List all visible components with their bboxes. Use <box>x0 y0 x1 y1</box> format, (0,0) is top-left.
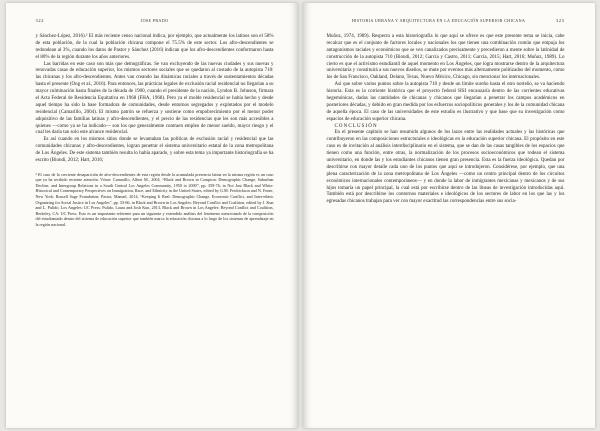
right-page <box>303 3 595 428</box>
footnote: ² El caso de la creciente desaparición de afro-descendientes de esta región desde la acumulada presencia latina en la misma región es un caso que ya ha recibido reciente atención. Véase: Camarillo, Albert M., 2004, “Black and Brown in Compton: Demographic Change, Suburban Decline, and Intergroup Relations in a South Central Los Angeles Community, 1950 to 2000”, pp. 358-76, in Not Just Black and White: Historical and Contemporary Perspectives on Immigration, Race, and Ethnicity in the United States, edited by G.M. Fredrickson and N. Foner, New York: Russell Sage Foundation; Pastor, Manuel, 2014, “Keeping It Real: Demographic Change, Economic Conflict, and Inter-ethnic Organizing for Social Justice in Los Angeles”, pp. 33-66, in Black and Brown in Los Angeles: Beyond Conflict and Coalition, edited by J. Kun and L. Pulido, Los Angeles: UC Press; Pulido, Laura and Josh Kun, 2013, Black and Brown in Los Angeles: Beyond Conflict and Coalition, Berkeley, CA: UC Press. Esto es un importante referente para un siguiente y extendido análisis del fenómeno mencionado de la composición del estudiantado dentro del sistema de educación superior que también marca la educación chicana a lo largo de los sistemas de aprendizaje en la región nacional. <box>35 171 274 227</box>
page-number-left: 322 <box>35 18 45 23</box>
body-paragraph: y Sánchez-López, 2016).² El más reciente censo nacional indica, por ejemplo, que actualmente los latinos son el 58% de esta población, de la cual la población chicana compone el 75.5% de este sector. Los afro-descendientes se redondean al 3%, cuando los datos de Pastor y Sánchez (2016) indican que los afro-descendientes conformaron hasta el 80% de la región durante los años anteriores. <box>35 34 274 60</box>
left-page-header <box>36 18 274 26</box>
body-paragraph: Muñoz, 1974, 1989). Respecto a esta historiografía lo que aquí se ofrece es que este presente tema se inicia, cabe recalcar que es el conjunto de factores locales y nacionales los que tienen una combinación común que empuja los antagonismos raciales y económicos que se ven canalizados precisamente y precedieron a mente sobre la latinidad de construcción de la autopista 710 (Biondi, 2012; García y Castro, 2011; García, 2015; Hart, 2016; Muñoz, 1989). Lo cierto es que el activismo estudiantil de aquel momento en Los Ángeles, que logra mostrarse dentro de la arquitectura universitaria y constituirá a sus nuevos diseños, se mute por eventos más alternamente politizados del momento, como los de San Francisco, Oakland, Delano, Texas, Nuevo México, Chicago, sin mencionar los internacionales. <box>326 34 565 81</box>
body-paragraph: Las barridas en este caso son más que demográficas. Se van excluyendo de las nuevas ciudades y sus nuevas y renovadas casas de educación superior, los mismos sectores sociales que se quedaron al costado de la autopista 710: las chicanas y los afro-descendientes. Antes van creando las dinámicas raciales a través de sustentamientos décadas hasta el presente (Ong et al., 2016). Para entonces, las prácticas legales de exclusión racial residencial no llegarían a su mayor culminación hasta finales de la década de 1900, cuando el presidente de la nación, Lyndon B. Johnson, firmara el Acta Federal de Residencia Equitativa en 1968 (FHA, 1968). Pero ya el molde residencial se había hecho y desde aquel tiempo ha sido la base formadora de comunidades, desde entornos segregados y explotados por el modelo residencial (Camarillo, 2004). El mismo patrón se refuerza y sostiene como empobrecimiento por el menor poder adquisitivo de las familias latinas y afro-descendientes, y el precio de las residencias que les son más accesibles a quienes —como ya se ha indicado— son los que generalmente contraen empleo de menor sueldo, mayor riesgo y el cual les daría tan solo este alcance residencial. <box>35 61 274 136</box>
section-heading-conclusion: CONCLUSIÓN <box>334 123 378 129</box>
body-paragraph: Así que sobre varios puntos sobre la autopista 710 y desde un límite sureño hasta el otro norteño, se va haciendo historia. Esta es la corriente histórica que el proyecto federal HSI encauzaría dentro de las corrientes educativas hegemónicas, dadas las cantidades de chicanas y chicanos que llegarían a penetrar los campos académicos en posteriores décadas, y debido en gran medida por los esfuerzos sociopolíticos generales y los de la comunidad chicana de aquella época. El caso de las universidades de este estudio es ilustrativo y que base que su investigación como espacios de educación superior chicana. <box>326 82 565 122</box>
conclusion-paragraph: En el presente capítulo se han resumido algunos de los lazos entre las realidades actuales y las históricas que contribuyeron en las composiciones estructurales e ideológicas en la educación superior chicana. El propósito en este caso es de invitación al análisis interdisciplinario en el sistema, que se dan de las casas tangibles de los espacios que tienen como una función, entre otras, la normalización de los procesos socioeconómicos que rodean el sistema universitario, en donde las y los estudiantes chicanos tienen gran presencia. Esta es la fuerza ideológica. Quedan por describirse con mayor detalle cada uno de los puntos que aquí se introdujeron. Considérese, por ejemplo, que una plena caracterización de la zona metropolitana de Los Ángeles —como un centro principal dentro de los circuitos económicos internacionales contemporáneos— y en donde la labor de inmigrantes mexicanas y mexicanos y de sus hijos tomaría un papel principal, la cual está por escribirse dentro de las líneas de investigación introducidas aquí. También está por describirse los contornos materiales e ideológicos de los sectores de labor en los que las y los egresadas chicanos trabajan para ver con mayor exactitud las correspondencias entre sus socia- <box>326 130 565 205</box>
body-paragraph: Es así cuando en los mismos sitios donde se levantaban las políticas de exclusión racial y residencial que las comunidades chicanas y afro-descendientes, logran penetrar el sistema universitario estatal de la zona metropolitana de Los Ángeles. De este sistema también resulta lo había aparado, y sobre esta tema ya importante historiografía se ha escrito (Biondi, 2012; Hart, 2016; <box>35 137 274 164</box>
right-page-body <box>327 34 565 206</box>
page-number-right: 323 <box>555 18 565 23</box>
running-header-left: JOSE PRADO <box>140 18 169 23</box>
running-header-right: HISTORIA URBANA Y ARQUITECTURA EN LA EDUCACIÓN SUPERIOR CHICANA <box>351 18 526 23</box>
right-page-header <box>327 18 565 26</box>
left-page <box>6 3 298 428</box>
left-page-body <box>36 34 274 165</box>
